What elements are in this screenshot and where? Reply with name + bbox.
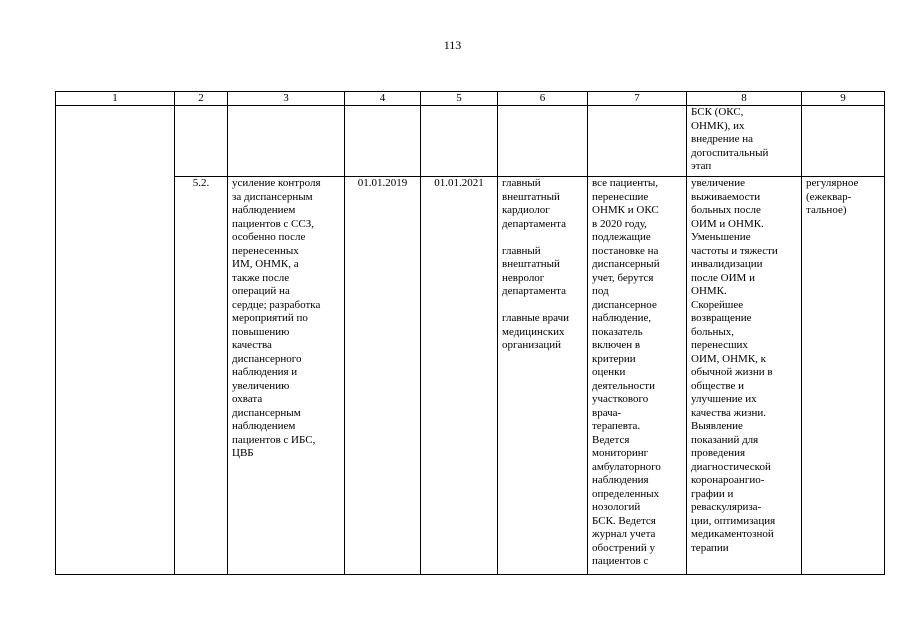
text-line: подлежащие — [592, 231, 651, 243]
text-line: диспансерный — [592, 258, 660, 270]
column-number: 8 — [687, 92, 802, 106]
responsible-block — [502, 312, 583, 353]
result-cell — [687, 177, 802, 575]
text-line: наблюдения — [592, 474, 649, 486]
text-line: операций на — [232, 285, 290, 297]
text-line: включен в — [592, 339, 641, 351]
column-number: 1 — [56, 92, 175, 106]
text-line: медикаментозной — [691, 528, 774, 540]
text-line: ции, оптимизация — [691, 514, 776, 527]
text-line: обычной жизни в — [691, 366, 773, 378]
text-line: журнал учета — [592, 528, 656, 540]
text-line: охвата — [232, 393, 263, 405]
empty-cell — [228, 106, 345, 177]
text-line: ОНМК. — [691, 285, 727, 297]
text-line: нозологий — [592, 501, 641, 513]
empty-cell — [175, 106, 228, 177]
text-line: внедрение на — [691, 133, 753, 145]
text-line: диагностической — [691, 460, 771, 473]
text-line: догоспитальный — [691, 146, 769, 159]
text-line: все пациенты, — [592, 177, 659, 189]
text-line: улучшение их — [691, 393, 757, 405]
text-line: особенно после — [232, 231, 306, 243]
text-line: ОИМ и ОНМК. — [691, 217, 764, 230]
characteristic-cell — [588, 177, 687, 575]
activity-cell — [228, 177, 345, 575]
column-number-row — [56, 92, 885, 106]
text-line: департамента — [502, 285, 566, 297]
text-line: выживаемости — [691, 190, 761, 203]
text-line: показатель — [592, 325, 643, 338]
text-line: кардиолог — [502, 204, 550, 216]
text-line: критерии — [592, 352, 636, 365]
text-line: внештатный — [502, 258, 560, 270]
text-line: качества жизни. — [691, 406, 767, 419]
column-number: 9 — [802, 92, 885, 106]
text-line: главный — [502, 244, 541, 257]
page-number: 113 — [443, 38, 462, 52]
start-date: 01.01.2019 — [345, 177, 421, 575]
column-number: 4 — [345, 92, 421, 106]
row-number: 5.2. — [175, 177, 228, 575]
text-line: диспансерного — [232, 352, 302, 365]
text-line: возвращение — [691, 312, 752, 324]
empty-cell — [588, 106, 687, 177]
characteristic-text — [592, 177, 682, 574]
text-line: обострений у — [592, 541, 655, 554]
section-cell — [56, 106, 175, 575]
text-line: участкового — [592, 393, 649, 405]
text-line: наблюдением — [232, 204, 296, 216]
text-line: за диспансерным — [232, 190, 313, 203]
text-line: регулярное — [806, 177, 859, 189]
text-line: Ведется — [592, 433, 630, 446]
text-line: проведения — [691, 447, 746, 459]
text-line: реваскуляриза- — [691, 501, 762, 513]
text-line: определенных — [592, 487, 660, 500]
text-line: Выявление — [691, 420, 743, 432]
continuation-row — [56, 106, 885, 177]
text-line: (ежеквар- — [806, 190, 852, 203]
text-line: БСК (ОКС, — [691, 106, 744, 118]
text-line: инвалидизации — [691, 258, 763, 270]
text-line: пациентов с ИБС, — [232, 433, 316, 446]
text-line: деятельности — [592, 379, 655, 392]
text-line: увеличение — [691, 177, 745, 189]
text-line: ЦВБ — [232, 447, 254, 459]
text-line: показаний для — [691, 433, 759, 446]
text-line: терапии — [691, 541, 729, 554]
responsible-block — [502, 245, 583, 299]
text-line: главный — [502, 177, 541, 189]
text-line: диспансерное — [592, 298, 657, 311]
text-line: графии и — [691, 487, 734, 500]
text-line: перенесших — [691, 339, 748, 351]
text-line: пациентов с ССЗ, — [232, 217, 314, 230]
text-line: качества — [232, 339, 272, 351]
column-number: 6 — [498, 92, 588, 106]
text-line: наблюдения и — [232, 366, 298, 378]
text-line: также после — [232, 271, 290, 284]
text-line: постановке на — [592, 244, 659, 257]
text-line: пациентов с — [592, 555, 649, 567]
text-line: Уменьшение — [691, 231, 751, 243]
table-row — [56, 177, 885, 575]
text-line: перенесшие — [592, 190, 649, 203]
text-line: департамента — [502, 217, 566, 230]
column-number: 5 — [421, 92, 498, 106]
text-line: внештатный — [502, 190, 560, 203]
text-line: в 2020 году, — [592, 217, 647, 230]
text-line: сердце; разработка — [232, 298, 321, 311]
text-line: наблюдением — [232, 420, 296, 432]
text-line: БСК. Ведется — [592, 514, 656, 527]
empty-cell — [498, 106, 588, 177]
column-number: 2 — [175, 92, 228, 106]
text-line: перенесенных — [232, 244, 299, 257]
continued-result-cell — [687, 106, 802, 177]
text-line: оценки — [592, 366, 626, 378]
text-line: ОИМ, ОНМК, к — [691, 352, 767, 365]
text-line: Скорейшее — [691, 298, 744, 311]
column-number: 7 — [588, 92, 687, 106]
responsible-block — [502, 177, 583, 231]
text-line: организаций — [502, 339, 562, 351]
text-line: мероприятий по — [232, 312, 308, 324]
text-line: медицинских — [502, 325, 565, 338]
text-line: коронароангио- — [691, 474, 765, 486]
text-line: ИМ, ОНМК, а — [232, 258, 299, 270]
text-line: наблюдение, — [592, 312, 652, 324]
text-line: увеличению — [232, 379, 290, 392]
text-line: усиление контроля — [232, 177, 321, 189]
text-line: больных после — [691, 204, 761, 216]
end-date: 01.01.2021 — [421, 177, 498, 575]
text-line: под — [592, 285, 609, 297]
control-cell — [802, 177, 885, 575]
text-line: диспансерным — [232, 406, 301, 419]
text-line: ОНМК), их — [691, 119, 745, 132]
text-line: больных, — [691, 325, 734, 338]
responsible-cell — [498, 177, 588, 575]
empty-cell — [802, 106, 885, 177]
plan-table — [55, 91, 885, 575]
text-line: терапевта. — [592, 420, 641, 432]
text-line: врача- — [592, 406, 622, 419]
text-line: амбулаторного — [592, 460, 661, 473]
text-line: мониторинг — [592, 447, 649, 459]
text-line: обществе и — [691, 379, 745, 392]
column-number: 3 — [228, 92, 345, 106]
text-line: невролог — [502, 271, 545, 284]
text-line: ОНМК и ОКС — [592, 204, 659, 216]
text-line: повышению — [232, 325, 290, 338]
text-line: главные врачи — [502, 312, 569, 324]
text-line: этап — [691, 160, 712, 172]
empty-cell — [421, 106, 498, 177]
text-line: после ОИМ и — [691, 271, 755, 284]
text-line: учет, берутся — [592, 271, 654, 284]
text-line: тальное) — [806, 204, 847, 216]
empty-cell — [345, 106, 421, 177]
text-line: частоты и тяжести — [691, 244, 778, 257]
